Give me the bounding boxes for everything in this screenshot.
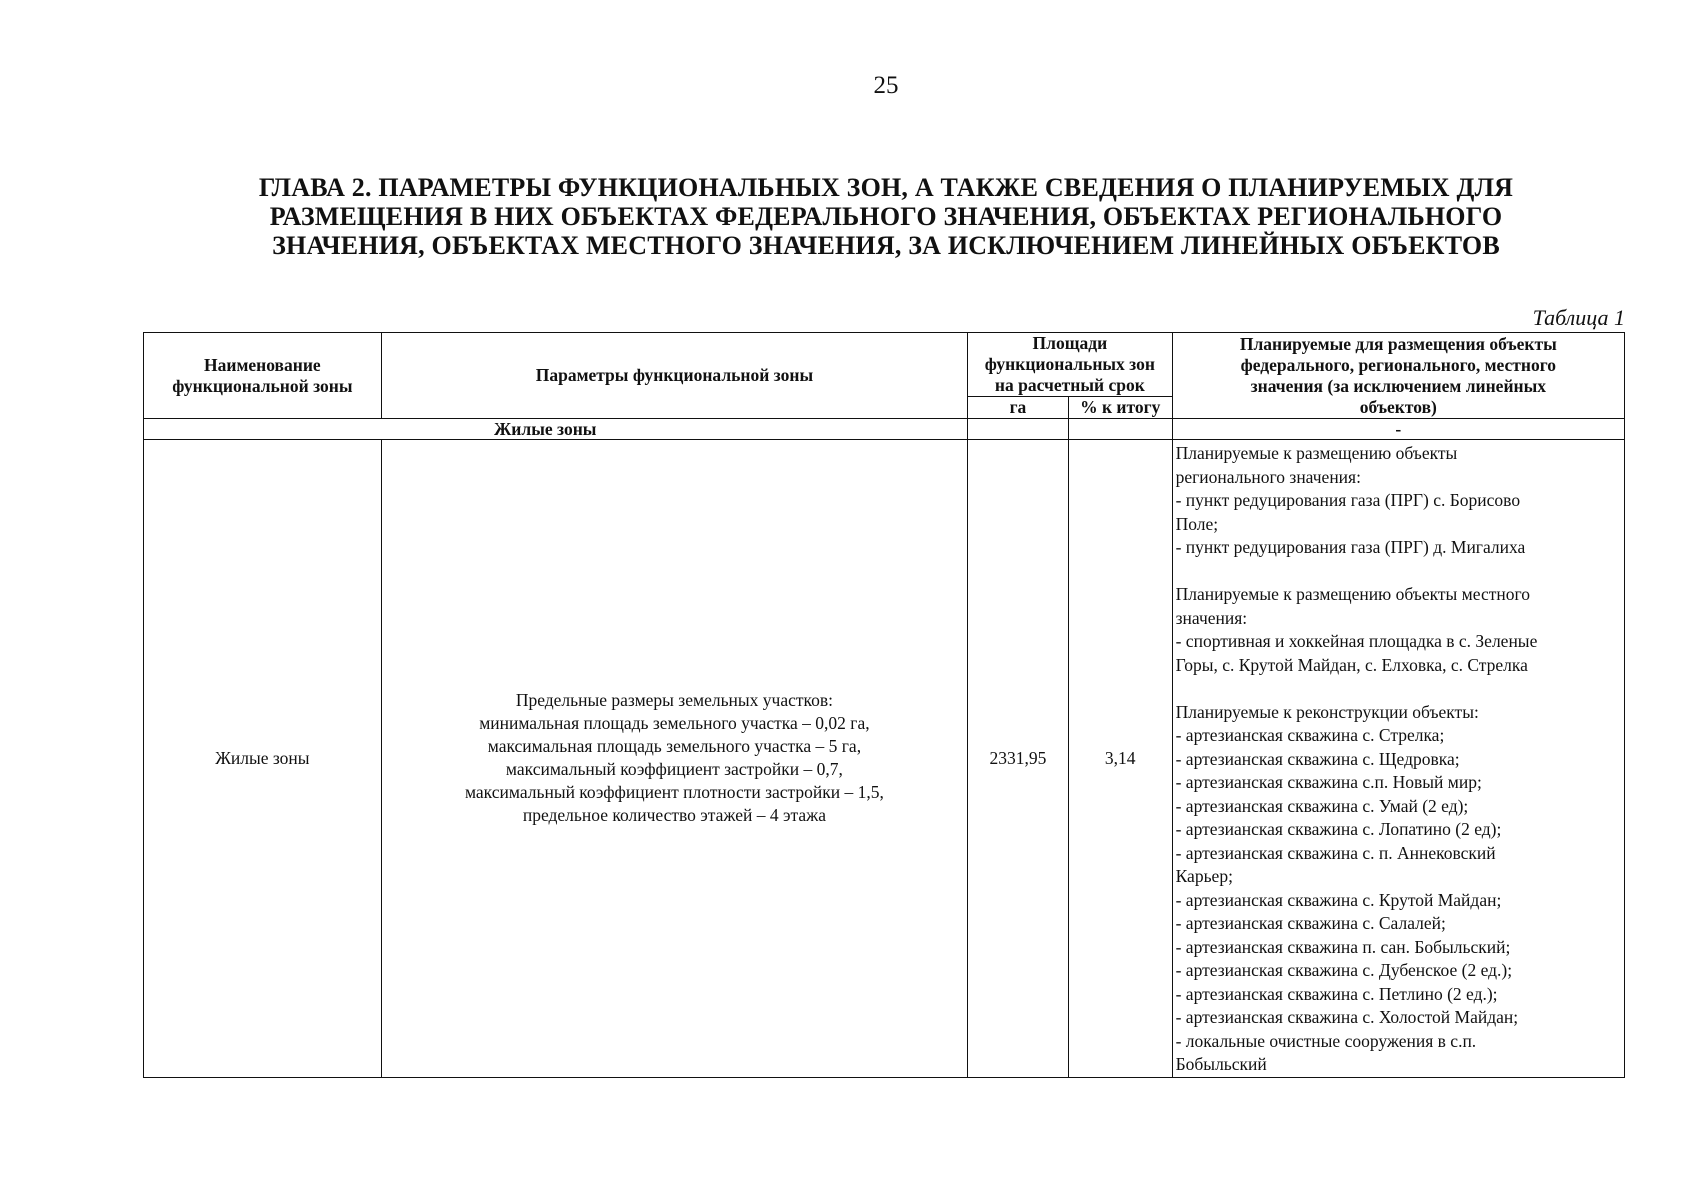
header-area-ha: га [968, 397, 1069, 419]
chapter-title-line: РАЗМЕЩЕНИЯ В НИХ ОБЪЕКТАХ ФЕДЕРАЛЬНОГО ЗНАЧЕНИЯ, ОБЪЕКТАХ РЕГИОНАЛЬНОГО [269, 202, 1503, 231]
objects-block-regional: Планируемые к размещению объекты регионального значения: - пункт редуцирования газа (ПРГ) с. Борисово Поле; - пункт редуцирования газа (ПРГ) д. Мигалиха [1175, 443, 1526, 557]
objects-block-local: Планируемые к размещению объекты местного значения: - спортивная и хоккейная площадка в с. Зеленые Горы, с. Крутой Майдан, с. Елховка, с. Стрелка [1175, 584, 1538, 675]
group-area-percent [1068, 419, 1172, 440]
header-area: Площади функциональных зон на расчетный срок [968, 333, 1173, 397]
planned-objects-cell [1172, 440, 1624, 1078]
header-planned-objects: Планируемые для размещения объекты федерального, регионального, местного значения (за исключением линейных объектов) [1172, 333, 1624, 419]
header-area-percent: % к итогу [1068, 397, 1172, 419]
table-row [144, 440, 1625, 1078]
group-objects: - [1172, 419, 1624, 440]
chapter-title-line: ЗНАЧЕНИЯ, ОБЪЕКТАХ МЕСТНОГО ЗНАЧЕНИЯ, ЗА ИСКЛЮЧЕНИЕМ ЛИНЕЙНЫХ ОБЪЕКТОВ [272, 231, 1500, 260]
zone-name-cell: Жилые зоны [144, 440, 382, 1078]
chapter-title-line: ГЛАВА 2. ПАРАМЕТРЫ ФУНКЦИОНАЛЬНЫХ ЗОН, А ТАКЖЕ СВЕДЕНИЯ О ПЛАНИРУЕМЫХ ДЛЯ [258, 173, 1514, 202]
header-zone-params: Параметры функциональной зоны [381, 333, 967, 419]
page-number: 25 [873, 72, 899, 99]
header-row [144, 333, 1625, 397]
area-ha-cell: 2331,95 [968, 440, 1069, 1078]
table-caption: Таблица 1 [1532, 305, 1625, 330]
zone-params-cell: Предельные размеры земельных участков: минимальная площадь земельного участка – 0,02 га, максимальная площадь земельного участка – 5 га, максимальный коэффициент застройки – 0,7, максимальный коэффициент плотности застройки – 1,5, предельное количество этажей – 4 этажа [381, 440, 967, 1078]
group-title: Жилые зоны [144, 419, 968, 440]
group-area-ha [968, 419, 1069, 440]
group-row [144, 419, 1625, 440]
header-zone-name: Наименование функциональной зоны [144, 333, 382, 419]
objects-block-reconstruction: Планируемые к реконструкции объекты: - артезианская скважина с. Стрелка; - артезианская скважина с. Щедровка; - артезианская скважина с.п. Новый мир; - артезианская скважина с. Умай (2 ед); - артезианская скважина с. Лопатино (2 ед); - артезианская скважина с. п. Аннековский Карьер; - артезианская скважина с. Крутой Майдан; - артезианская скважина с. Салалей; - артезианская скважина п. сан. Бобыльский; - артезианская скважина с. Дубенское (2 ед.); - артезианская скважина с. Петлино (2 ед.); - артезианская скважина с. Холостой Майдан; - локальные очистные сооружения в с.п. Бобыльский [1175, 701, 1519, 1074]
chapter-title [180, 173, 1592, 260]
area-percent-cell: 3,14 [1068, 440, 1172, 1078]
functional-zones-table [143, 332, 1625, 1078]
